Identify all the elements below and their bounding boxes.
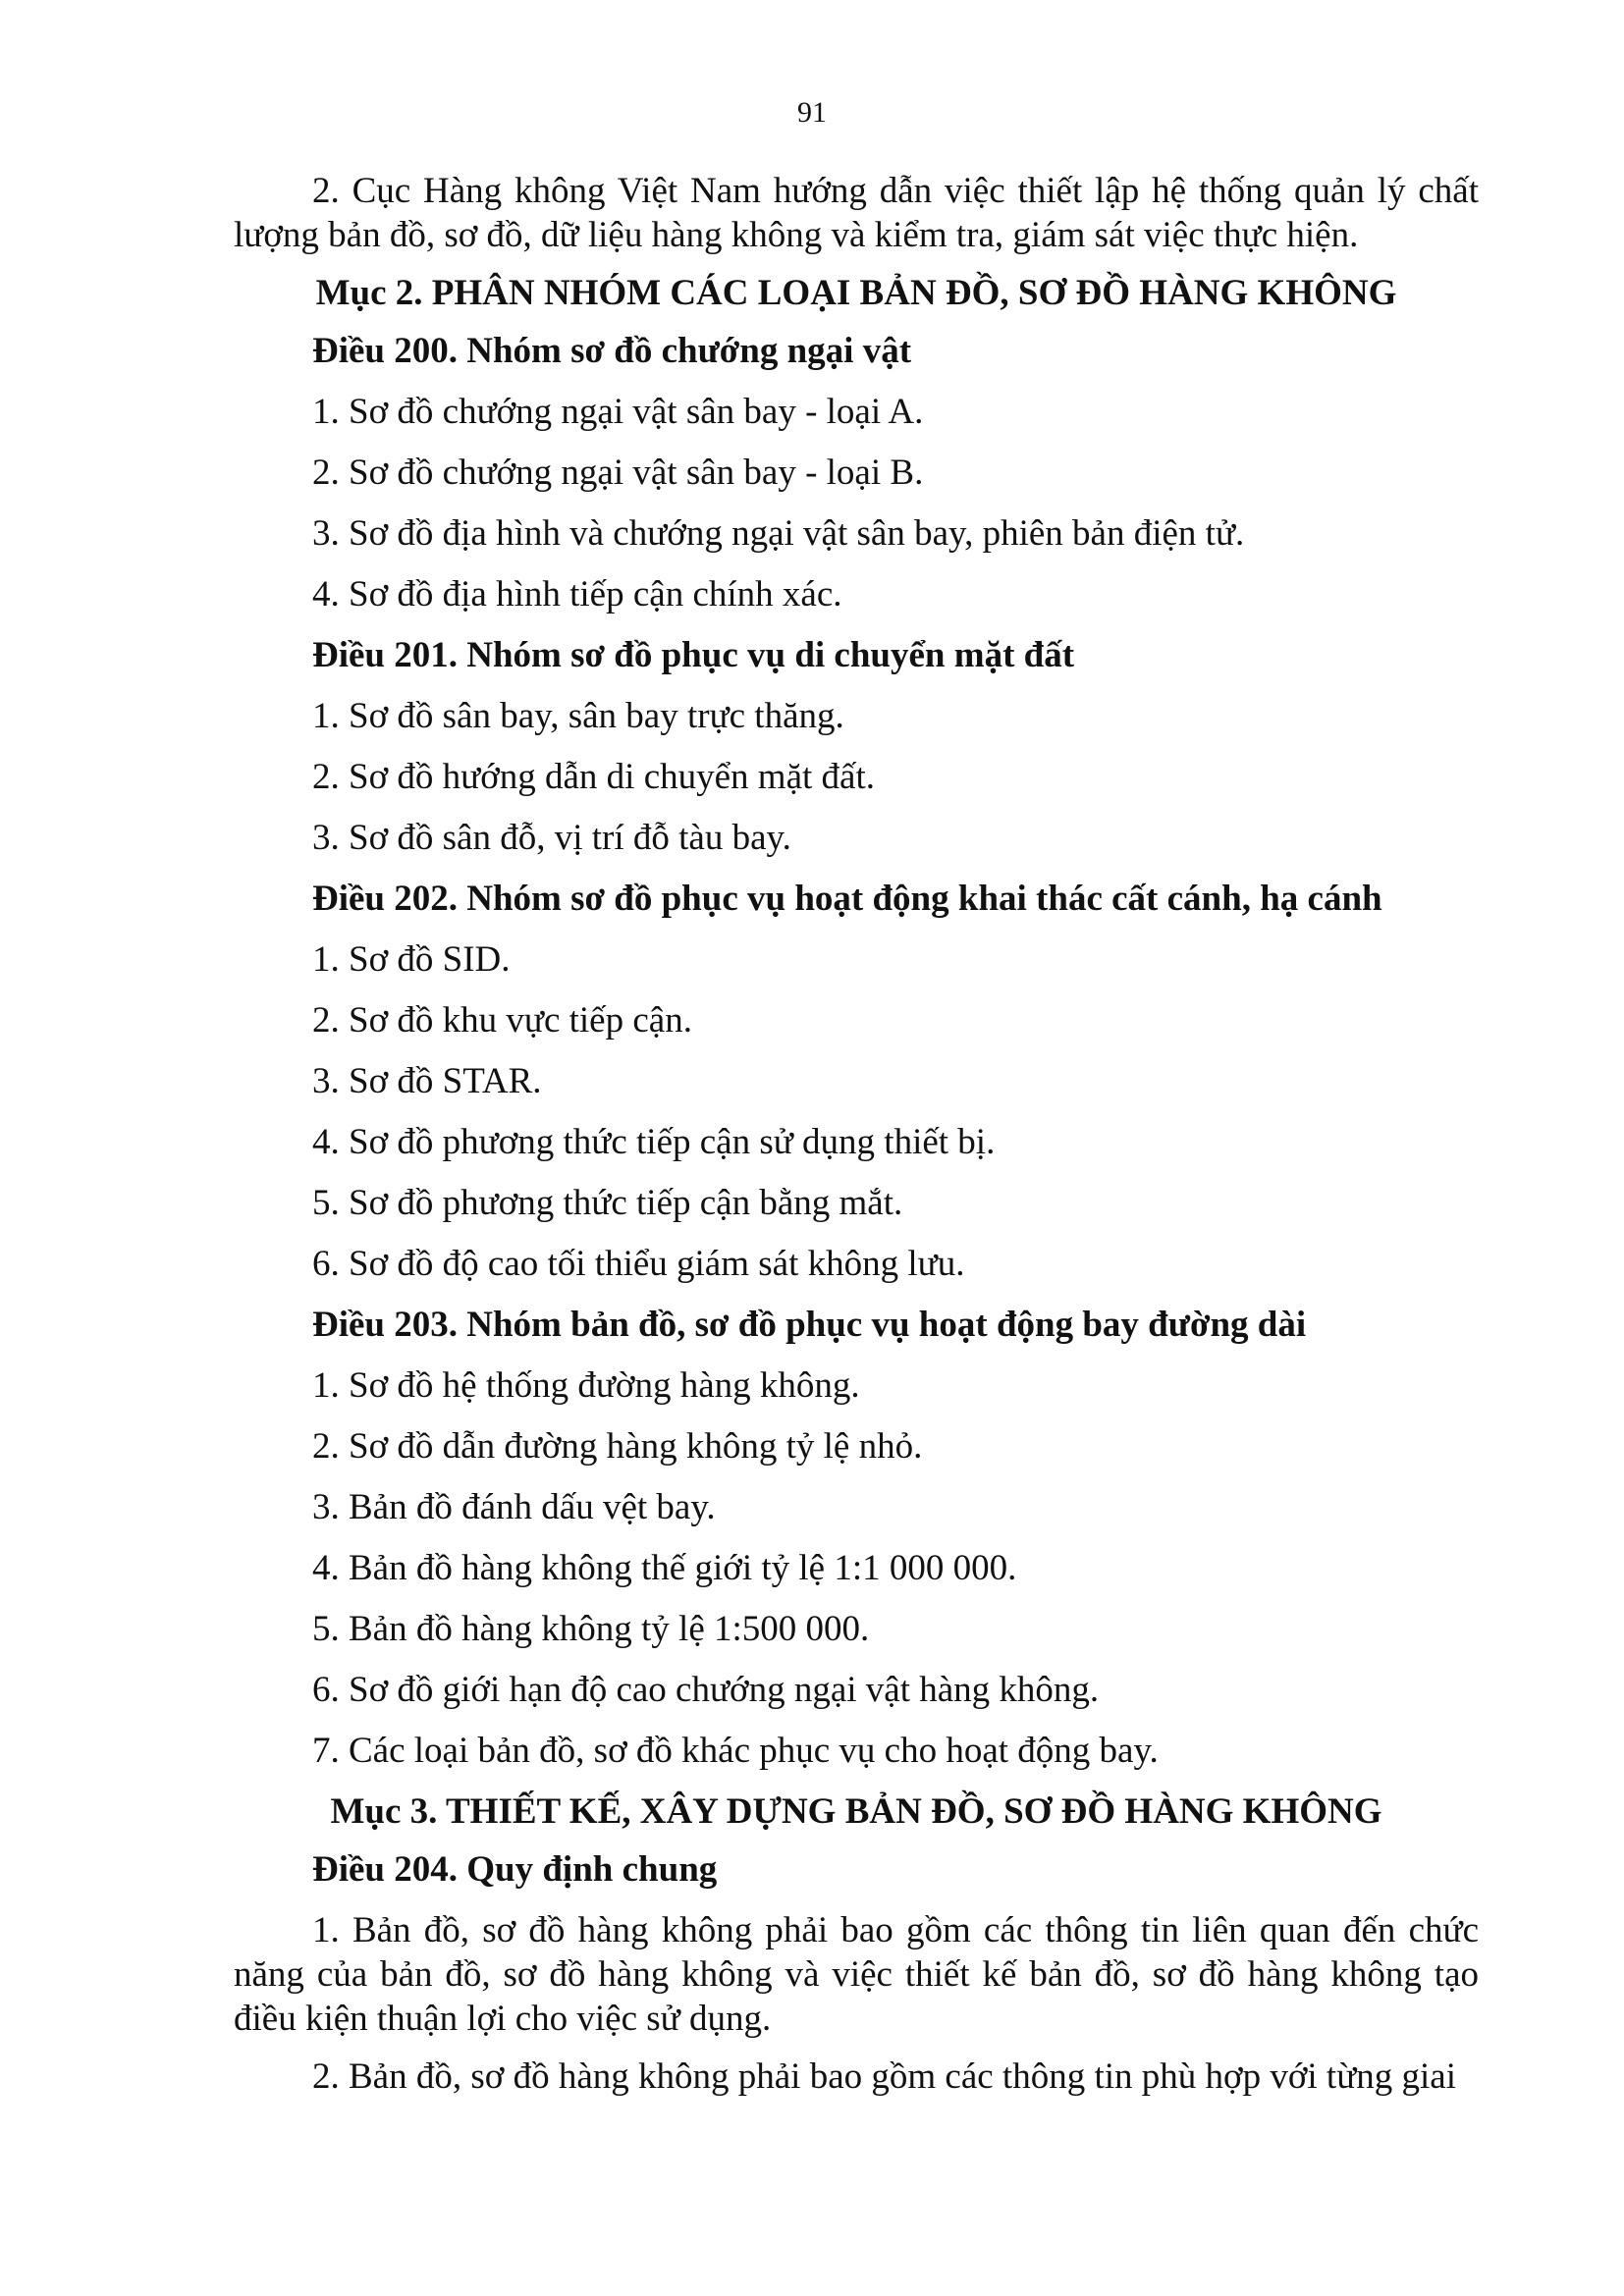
article-200-heading: Điều 200. Nhóm sơ đồ chướng ngại vật — [312, 331, 912, 371]
article-203-item-7: 7. Các loại bản đồ, sơ đồ khác phục vụ cho hoạt động bay. — [312, 1731, 1159, 1771]
article-204-paragraph-2: 2. Bản đồ, sơ đồ hàng không phải bao gồm các thông tin phù hợp với từng giai — [312, 2056, 1456, 2097]
article-201-item-3: 3. Sơ đồ sân đỗ, vị trí đỗ tàu bay. — [312, 818, 791, 858]
article-202-item-4: 4. Sơ đồ phương thức tiếp cận sử dụng thiết bị. — [312, 1122, 996, 1162]
article-201-item-2: 2. Sơ đồ hướng dẫn di chuyển mặt đất. — [312, 757, 875, 797]
article-203-item-1: 1. Sơ đồ hệ thống đường hàng không. — [312, 1365, 860, 1406]
article-202-item-1: 1. Sơ đồ SID. — [312, 939, 511, 980]
article-203-item-2: 2. Sơ đồ dẫn đường hàng không tỷ lệ nhỏ. — [312, 1426, 923, 1467]
article-202-item-5: 5. Sơ đồ phương thức tiếp cận bằng mắt. — [312, 1183, 903, 1223]
intro-paragraph: 2. Cục Hàng không Việt Nam hướng dẫn việc thiết lập hệ thống quản lý chất lượng bản đồ, sơ đồ, dữ liệu hàng không và kiểm tra, giám sát việc thực hiện. — [234, 171, 1479, 255]
section-2-heading: Mục 2. PHÂN NHÓM CÁC LOẠI BẢN ĐỒ, SƠ ĐỒ HÀNG KHÔNG — [315, 273, 1397, 313]
document-body — [234, 169, 1479, 2112]
page-number: 91 — [797, 96, 827, 129]
section-3-heading: Mục 3. THIẾT KẾ, XÂY DỰNG BẢN ĐỒ, SƠ ĐỒ HÀNG KHÔNG — [330, 1791, 1382, 1832]
article-204-heading: Điều 204. Quy định chung — [312, 1849, 718, 1890]
article-203-item-6: 6. Sơ đồ giới hạn độ cao chướng ngại vật hàng không. — [312, 1670, 1100, 1710]
article-200-item-3: 3. Sơ đồ địa hình và chướng ngại vật sân bay, phiên bản điện tử. — [312, 513, 1245, 554]
article-200-item-2: 2. Sơ đồ chướng ngại vật sân bay - loại B. — [312, 453, 924, 493]
article-202-item-3: 3. Sơ đồ STAR. — [312, 1061, 542, 1101]
article-203-heading: Điều 203. Nhóm bản đồ, sơ đồ phục vụ hoạt động bay đường dài — [312, 1305, 1307, 1345]
article-200-item-4: 4. Sơ đồ địa hình tiếp cận chính xác. — [312, 574, 842, 614]
article-202-item-6: 6. Sơ đồ độ cao tối thiểu giám sát không lưu. — [312, 1244, 965, 1284]
article-204-paragraph-1: 1. Bản đồ, sơ đồ hàng không phải bao gồm các thông tin liên quan đến chức năng của bản đồ, sơ đồ hàng không và việc thiết kế bản đồ, sơ đồ hàng không tạo điều kiện thuận lợi cho việc sử dụng. — [234, 1910, 1479, 2039]
article-201-item-1: 1. Sơ đồ sân bay, sân bay trực thăng. — [312, 696, 844, 736]
article-203-item-4: 4. Bản đồ hàng không thế giới tỷ lệ 1:1 000 000. — [312, 1548, 1017, 1588]
article-200-item-1: 1. Sơ đồ chướng ngại vật sân bay - loại A. — [312, 392, 924, 432]
article-203-item-5: 5. Bản đồ hàng không tỷ lệ 1:500 000. — [312, 1609, 870, 1649]
article-203-item-3: 3. Bản đồ đánh dấu vệt bay. — [312, 1487, 716, 1527]
article-202-item-2: 2. Sơ đồ khu vực tiếp cận. — [312, 1000, 692, 1041]
article-202-heading: Điều 202. Nhóm sơ đồ phục vụ hoạt động khai thác cất cánh, hạ cánh — [312, 879, 1382, 919]
article-201-heading: Điều 201. Nhóm sơ đồ phục vụ di chuyển mặt đất — [312, 635, 1075, 675]
